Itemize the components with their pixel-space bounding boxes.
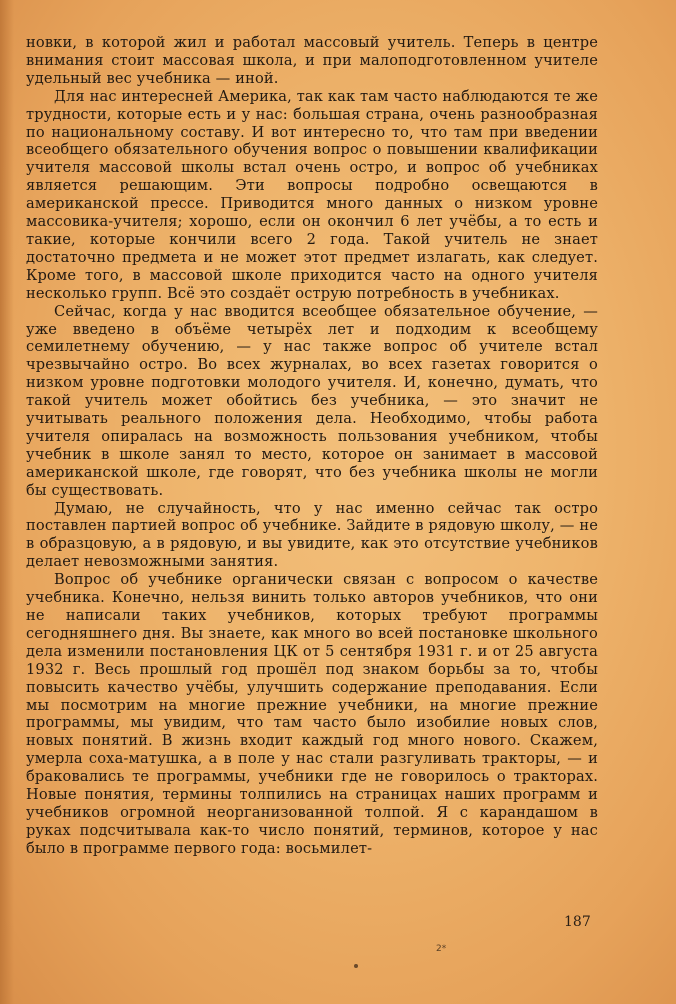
print-dot — [354, 964, 358, 968]
paragraph-5: Вопрос об учебнике органически связан с вопросом о качестве учебника. Конечно, нельзя винить только авторов учебников, что они не написали таких учебников, которых требуют программы сегодняшнего дня. Вы знаете, как много во всей постановке школьного дела изменили постановления ЦК от 5 сентября 1931 г. и от 25 августа 1932 г. Весь прошлый год прошёл под знаком борьбы за то, чтобы повысить качество учёбы, улучшить содержание преподавания. Если мы посмотрим на многие прежние учебники, на многие прежние программы, мы увидим, что там часто было изобилие новых слов, новых понятий. В жизнь входит каждый год много нового. Скажем, умерла соха-матушка, а в поле у нас стали разгуливать тракторы, — и браковались те программы, учебники где не говорилось о тракторах. Новые понятия, термины толпились на страницах наших программ и учебников огромной неорганизованной толпой. Я с карандашом в руках подсчитывала как-то число понятий, терминов, которое у нас было в программе первого года: восьмилет- — [26, 571, 598, 857]
page-number: 187 — [564, 914, 591, 930]
signature-mark: 2* — [436, 944, 447, 954]
page-text — [26, 34, 598, 858]
paragraph-2: Для нас интересней Америка, так как там часто наблюдаются те же трудности, которые есть и у нас: большая страна, очень разнообразная по национальному составу. И вот интересно то, что там при введении всеобщего обязательного обучения вопрос о повышении квалификации учителя массовой школы встал очень остро, и вопрос об учебниках является решающим. Эти вопросы подробно освещаются в американской прессе. Приводится много данных о низком уровне массовика-учителя; хорошо, если он окончил 6 лет учёбы, а то есть и такие, которые кончили всего 2 года. Такой учитель не знает достаточно предмета и не может этот предмет излагать, как следует. Кроме того, в массовой школе приходится часто на одного учителя несколько групп. Всё это создаёт острую потребность в учебниках. — [26, 87, 598, 302]
paragraph-1: новки, в которой жил и работал массовый учитель. Теперь в центре внимания стоит массовая школа, и при малоподготовленном учителе удельный вес учебника — иной. — [26, 34, 598, 87]
page-edge-shadow — [0, 0, 14, 1004]
paragraph-3: Сейчас, когда у нас вводится всеобщее обязательное обучение, — уже введено в объёме четырёх лет и подходим к всеобщему семилетнему обучению, — у нас также вопрос об учителе встал чрезвычайно остро. Во всех журналах, во всех газетах говорится о низком уровне подготовки молодого учителя. И, конечно, думать, что такой учитель может обойтись без учебника, — это значит не учитывать реального положения дела. Необходимо, чтобы работа учителя опиралась на возможность пользования учебником, чтобы учебник в школе занял то место, которое он занимает в массовой американской школе, где говорят, что без учебника школы не могли бы существовать. — [26, 302, 598, 499]
paragraph-4: Думаю, не случайность, что у нас именно сейчас так остро поставлен партией вопрос об учебнике. Зайдите в рядовую школу, — не в образцовую, а в рядовую, и вы увидите, как это отсутствие учебников делает невозможными занятия. — [26, 499, 598, 571]
